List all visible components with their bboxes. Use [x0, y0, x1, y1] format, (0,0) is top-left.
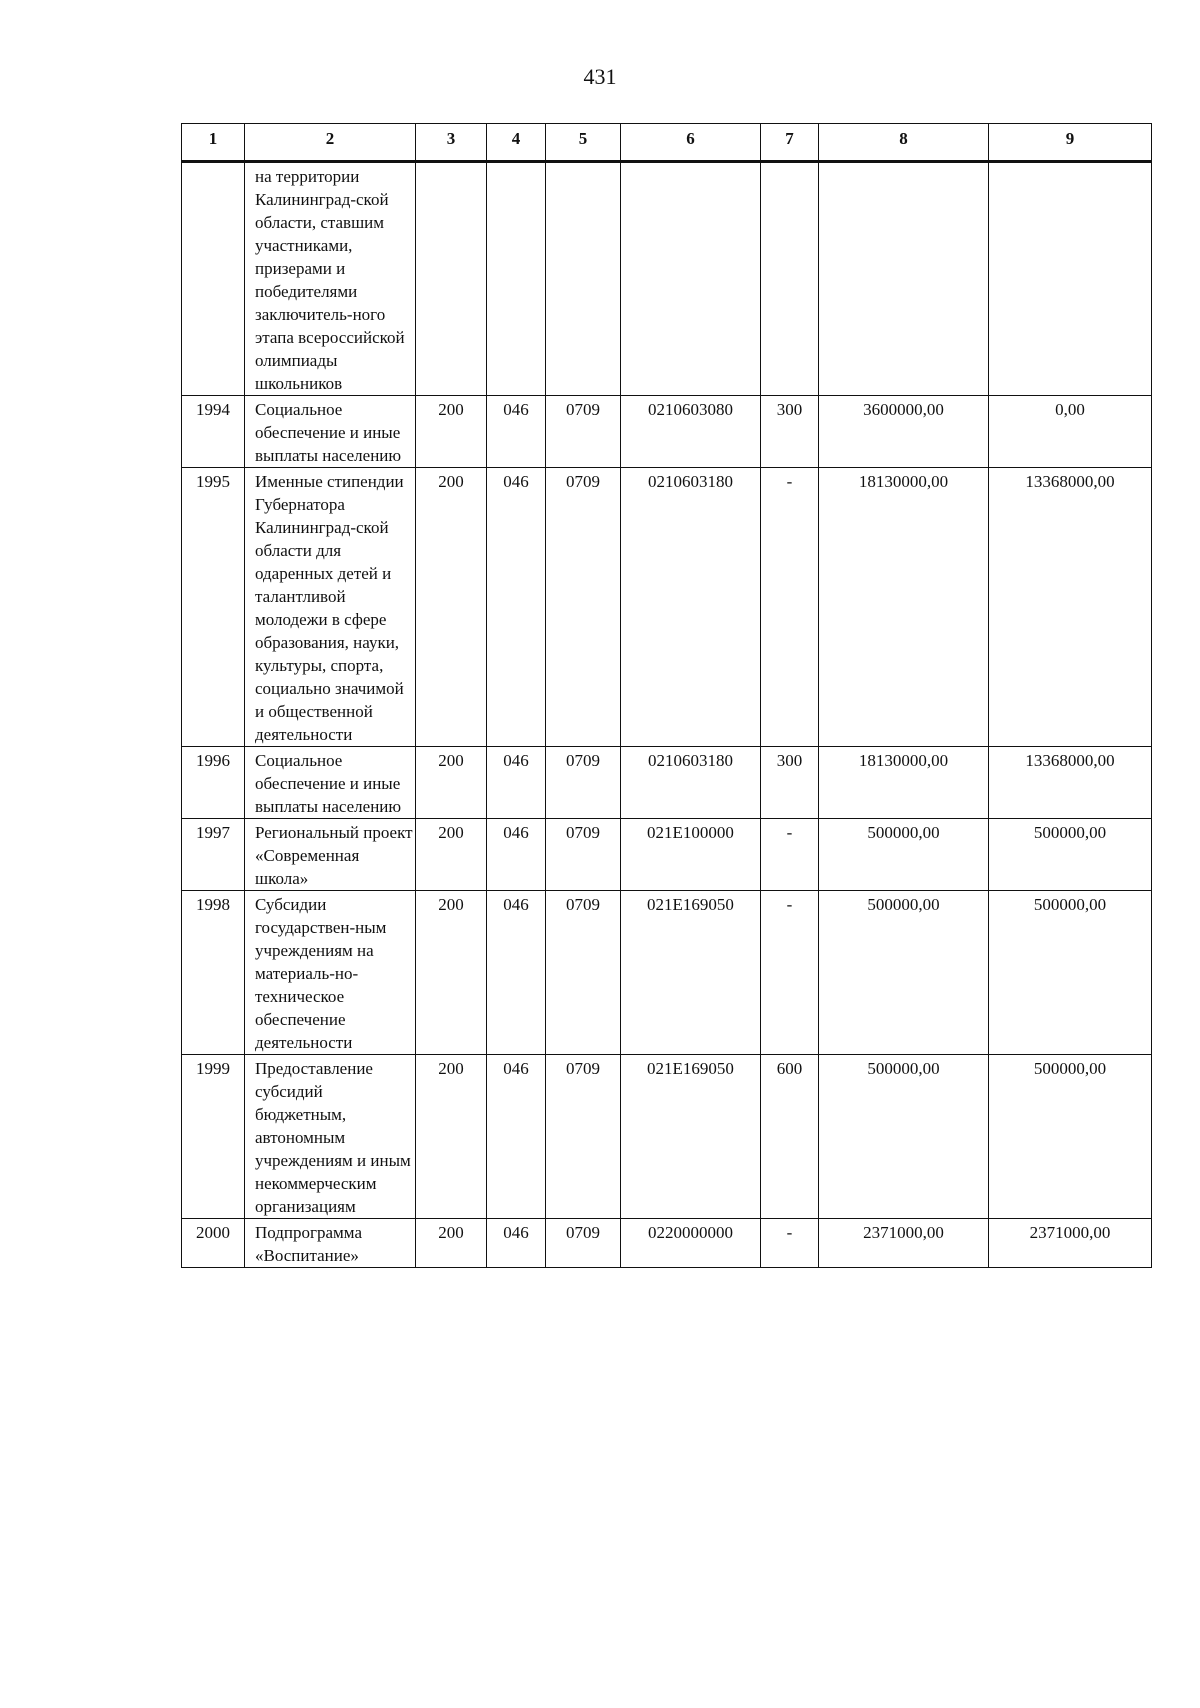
cell-col4: 046	[487, 1055, 546, 1219]
cell-col9: 500000,00	[989, 819, 1152, 891]
row-name: Субсидии государствен-ным учреждениям на материаль-но-техническое обеспечение деятельности	[245, 891, 416, 1055]
cell-col5: 0709	[546, 1055, 621, 1219]
cell-col9: 500000,00	[989, 1055, 1152, 1219]
table-row	[182, 1055, 1152, 1219]
cell-col9: 13368000,00	[989, 747, 1152, 819]
cell-col5: 0709	[546, 819, 621, 891]
cell-col5: 0709	[546, 468, 621, 747]
cell-col7: 600	[761, 1055, 819, 1219]
row-name: Региональный проект «Современная школа»	[245, 819, 416, 891]
cell-col9	[989, 162, 1152, 396]
cell-col9: 0,00	[989, 396, 1152, 468]
header-cell-9: 9	[989, 124, 1152, 162]
header-cell-5: 5	[546, 124, 621, 162]
cell-col4: 046	[487, 396, 546, 468]
cell-col6: 021E169050	[621, 1055, 761, 1219]
row-number: 1994	[182, 396, 245, 468]
cell-col8	[819, 162, 989, 396]
budget-table	[181, 123, 1152, 1268]
cell-col8: 2371000,00	[819, 1219, 989, 1268]
table-row	[182, 891, 1152, 1055]
cell-col5: 0709	[546, 891, 621, 1055]
cell-col8: 18130000,00	[819, 468, 989, 747]
header-cell-6: 6	[621, 124, 761, 162]
row-number	[182, 162, 245, 396]
table-row	[182, 468, 1152, 747]
cell-col6: 0210603180	[621, 468, 761, 747]
cell-col3: 200	[416, 396, 487, 468]
cell-col8: 18130000,00	[819, 747, 989, 819]
cell-col3	[416, 162, 487, 396]
header-cell-8: 8	[819, 124, 989, 162]
cell-col4	[487, 162, 546, 396]
cell-col7: -	[761, 819, 819, 891]
cell-col7: -	[761, 468, 819, 747]
cell-col7: 300	[761, 396, 819, 468]
header-row	[182, 124, 1152, 162]
header-cell-2: 2	[245, 124, 416, 162]
cell-col4: 046	[487, 747, 546, 819]
row-name: Именные стипендии Губернатора Калининград-ской области для одаренных детей и талантливой молодежи в сфере образования, науки, культуры, спорта, социально значимой и общественной деятельности	[245, 468, 416, 747]
table-row	[182, 819, 1152, 891]
row-number: 1999	[182, 1055, 245, 1219]
row-name: Социальное обеспечение и иные выплаты населению	[245, 396, 416, 468]
cell-col8: 500000,00	[819, 891, 989, 1055]
cell-col6: 021E169050	[621, 891, 761, 1055]
cell-col4: 046	[487, 819, 546, 891]
row-number: 1995	[182, 468, 245, 747]
cell-col3: 200	[416, 1055, 487, 1219]
cell-col8: 500000,00	[819, 1055, 989, 1219]
cell-col6	[621, 162, 761, 396]
row-number: 1997	[182, 819, 245, 891]
cell-col9: 13368000,00	[989, 468, 1152, 747]
cell-col6: 0210603080	[621, 396, 761, 468]
cell-col3: 200	[416, 819, 487, 891]
cell-col5: 0709	[546, 747, 621, 819]
cell-col4: 046	[487, 891, 546, 1055]
header-cell-1: 1	[182, 124, 245, 162]
row-number: 1996	[182, 747, 245, 819]
table-body	[182, 162, 1152, 1268]
cell-col3: 200	[416, 747, 487, 819]
cell-col7: 300	[761, 747, 819, 819]
cell-col8: 3600000,00	[819, 396, 989, 468]
cell-col7	[761, 162, 819, 396]
table-header	[182, 124, 1152, 162]
cell-col3: 200	[416, 468, 487, 747]
cell-col6: 0210603180	[621, 747, 761, 819]
row-name: на территории Калининград-ской области, ставшим участниками, призерами и победителями заключитель-ного этапа всероссийской олимпиады школьников	[245, 162, 416, 396]
header-cell-4: 4	[487, 124, 546, 162]
cell-col5	[546, 162, 621, 396]
table-row	[182, 162, 1152, 396]
cell-col7: -	[761, 1219, 819, 1268]
row-number: 2000	[182, 1219, 245, 1268]
page-number: 431	[583, 64, 617, 89]
cell-col4: 046	[487, 1219, 546, 1268]
table-row	[182, 396, 1152, 468]
cell-col6: 0220000000	[621, 1219, 761, 1268]
row-number: 1998	[182, 891, 245, 1055]
cell-col6: 021E100000	[621, 819, 761, 891]
cell-col4: 046	[487, 468, 546, 747]
cell-col8: 500000,00	[819, 819, 989, 891]
cell-col7: -	[761, 891, 819, 1055]
cell-col9: 500000,00	[989, 891, 1152, 1055]
cell-col3: 200	[416, 1219, 487, 1268]
cell-col9: 2371000,00	[989, 1219, 1152, 1268]
row-name: Социальное обеспечение и иные выплаты населению	[245, 747, 416, 819]
cell-col5: 0709	[546, 1219, 621, 1268]
table-row	[182, 747, 1152, 819]
header-cell-3: 3	[416, 124, 487, 162]
header-cell-7: 7	[761, 124, 819, 162]
row-name: Предоставление субсидий бюджетным, автономным учреждениям и иным некоммерческим организациям	[245, 1055, 416, 1219]
cell-col5: 0709	[546, 396, 621, 468]
cell-col3: 200	[416, 891, 487, 1055]
row-name: Подпрограмма «Воспитание»	[245, 1219, 416, 1268]
table-row	[182, 1219, 1152, 1268]
